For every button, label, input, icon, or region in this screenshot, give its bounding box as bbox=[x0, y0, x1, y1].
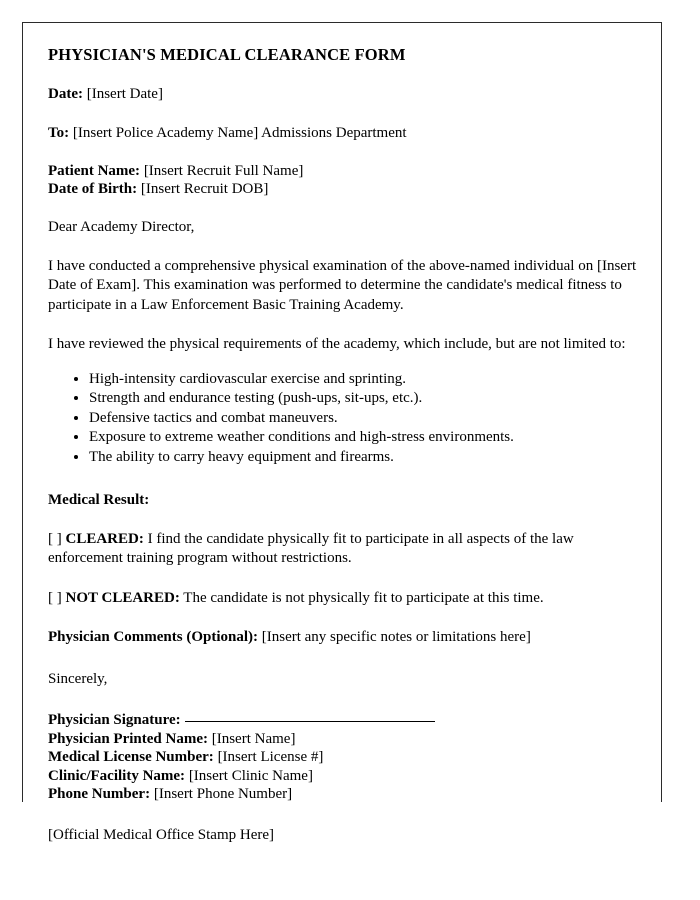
physician-signature-row bbox=[48, 711, 639, 730]
patient-identity-block bbox=[48, 162, 639, 198]
date-of-birth-label: Date of Birth: bbox=[48, 181, 138, 197]
list-item: • Exposure to extreme weather conditions and high-stress environments. bbox=[89, 428, 639, 448]
clinic-facility-row bbox=[48, 767, 639, 786]
date-of-birth-row bbox=[48, 180, 639, 198]
cleared-description: I find the candidate physically fit to participate in all aspects of the law enforcement training program without restrictions. bbox=[48, 530, 574, 566]
clinic-facility-value[interactable]: [Insert Clinic Name] bbox=[188, 767, 313, 784]
physician-comments-row bbox=[48, 628, 639, 648]
signature-block bbox=[48, 711, 639, 804]
patient-name-row bbox=[48, 162, 639, 180]
not-cleared-checkbox[interactable]: [ ] bbox=[48, 589, 62, 606]
page-title: PHYSICIAN'S MEDICAL CLEARANCE FORM bbox=[48, 45, 406, 64]
cleared-checkbox[interactable]: [ ] bbox=[48, 530, 62, 547]
date-value: [Insert Date] bbox=[86, 86, 163, 102]
document-page bbox=[22, 22, 662, 843]
to-value: [Insert Police Academy Name] Admissions Department bbox=[72, 124, 407, 141]
phone-number-row bbox=[48, 785, 639, 804]
salutation: Dear Academy Director, bbox=[48, 219, 195, 235]
date-of-birth-value: [Insert Recruit DOB] bbox=[140, 181, 269, 197]
cleared-label: CLEARED: bbox=[65, 530, 144, 547]
not-cleared-option-row bbox=[48, 589, 639, 609]
physician-comments-value[interactable]: [Insert any specific notes or limitations here] bbox=[261, 629, 531, 645]
requirements-intro-paragraph: I have reviewed the physical requirements of the academy, which include, but are not limited to: bbox=[48, 336, 626, 352]
phone-number-value[interactable]: [Insert Phone Number] bbox=[153, 786, 293, 802]
not-cleared-label: NOT CLEARED: bbox=[65, 589, 180, 606]
list-item: • Defensive tactics and combat maneuvers. bbox=[89, 409, 639, 429]
official-stamp-placeholder: [Official Medical Office Stamp Here] bbox=[48, 826, 275, 843]
cleared-option-row bbox=[48, 530, 639, 569]
closing-salutation: Sincerely, bbox=[48, 670, 108, 687]
physician-comments-label: Physician Comments (Optional): bbox=[48, 629, 258, 645]
medical-license-row bbox=[48, 748, 639, 767]
list-item: • The ability to carry heavy equipment and firearms. bbox=[89, 448, 639, 468]
list-item: • High-intensity cardiovascular exercise and sprinting. bbox=[89, 370, 639, 390]
clinic-facility-label: Clinic/Facility Name: bbox=[48, 767, 186, 784]
medical-result-heading: Medical Result: bbox=[48, 492, 150, 508]
recipient-field-row bbox=[48, 124, 639, 143]
physician-printed-name-row bbox=[48, 730, 639, 749]
medical-license-value[interactable]: [Insert License #] bbox=[217, 749, 324, 765]
physician-signature-label: Physician Signature: bbox=[48, 712, 181, 728]
document-body bbox=[48, 45, 639, 845]
date-field-row bbox=[48, 85, 639, 104]
date-label: Date: bbox=[48, 86, 83, 102]
to-label: To: bbox=[48, 124, 70, 141]
patient-name-label: Patient Name: bbox=[48, 163, 141, 179]
list-item: • Strength and endurance testing (push-ups, sit-ups, etc.). bbox=[89, 389, 639, 409]
requirements-list bbox=[48, 370, 639, 468]
medical-license-label: Medical License Number: bbox=[48, 749, 214, 765]
not-cleared-description: The candidate is not physically fit to participate at this time. bbox=[179, 589, 544, 606]
physician-printed-name-label: Physician Printed Name: bbox=[48, 730, 208, 747]
examination-paragraph: I have conducted a comprehensive physical examination of the above-named individual on [Insert Date of Exam]. This examination was performed to determine the candidate's medical fitness to participate in a Law Enforcement Basic Training Academy. bbox=[48, 257, 637, 313]
phone-number-label: Phone Number: bbox=[48, 786, 151, 802]
signature-line[interactable] bbox=[185, 721, 435, 722]
patient-name-value: [Insert Recruit Full Name] bbox=[143, 163, 304, 179]
physician-printed-name-value[interactable]: [Insert Name] bbox=[211, 730, 296, 747]
